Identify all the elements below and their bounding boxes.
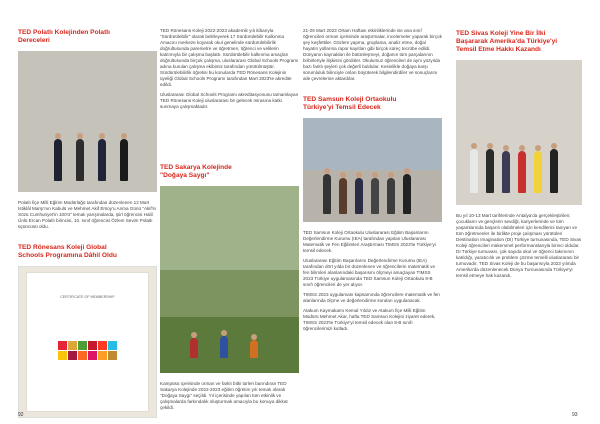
heading-sakarya: TED Sakarya Kolejinde "Doğaya Saygı" bbox=[160, 164, 232, 179]
heading-polatli: TED Polatlı Kolejinden Polatlı Dereceleri bbox=[18, 29, 110, 44]
text-samsun-4: Atakum Kaymakamı Kemal Yıldız ve Atakum İlçe Milli Eğitim Müdürü Mehmet Akar, hafta TED Samsun Kolejini ziyaret ederek, TIMSS 2023'te Türkiye'yi temsil edecek olan 8-B sınıfı öğrencilerimizi kutladı. bbox=[303, 308, 436, 331]
photo-sakarya-forest bbox=[160, 186, 299, 373]
photo-samsun-students bbox=[303, 118, 442, 222]
certificate-title: CERTIFICATE OF MEMBERSHIP bbox=[60, 295, 115, 299]
column-c bbox=[303, 0, 442, 336]
column-a bbox=[18, 0, 157, 418]
heading-ronesans: TED Rönesans Koleji Global Schools Programına Dâhil Oldu bbox=[18, 244, 117, 259]
text-ronesans-1: TED Rönesans Koleji 2022-2023 akademik yılı itibarıyla "Sürdürülebilir" olarak belirleyerek 17 Sürdürülebilir Kalkınma Amacını merkeze koyarak okul genelinde sürdürülebilirlik doğrultusunda paremetre ve öğretmen, öğrenci ve velilerin katılımıyla bir çalışma başlattı. Sürdürülebilir kalkınma amaçları doğrultusunda birçok çalışma, uluslararası Global Schools Programı adına kurulan çalışma ekibimiz tarafından yürütülmüştür. Sürdürülebilirlik öğretisi bu konularda TED Rönesans Kolejinin üyeliği Global Schools Programı tarafından Mart 2023'te akredite edildi. bbox=[160, 28, 299, 87]
text-ronesans-2: Uluslararası Global Schools Programı akreditasyonunu tamamlayan TED Rönesans Koleji uluslararası bir gelecek mirasına katkı sunmaya çalışmaktadır. bbox=[160, 92, 299, 109]
heading-sivas: TED Sivas Koleji Yine Bir İlki Başararak Amerika'da Türkiye'yi Temsil Etme Hakkı Kazandı bbox=[456, 30, 558, 53]
text-polatli: Polatlı İlçe Milli Eğitim Müdürlüğü tarafından düzenlenen 12 Mart İstiklâl Marşı'nın Kabulü ve Mehmet Akif Ersoy'u Anma Günü "Akif'in Sözü Cumhuriyet'in 100'ü" temalı yarışmalarda, şiirl öğrencisi Halil Ünlü Ercan Polatlı birincisi, 10. sınıf öğrencisi Özlem Sevim Polatlı üçüncüsü oldu. bbox=[18, 200, 157, 229]
text-samsun-2: Uluslararası Eğitim Başarılarını Değerlendirme Kurumu (IEA) tarafından dört yılda bir düzenlenen ve öğrencilerin matematik ve fen bilimleri alanlarındaki başarısını ölçmeyi amaçlayan TIMSS 2023 Türkiye uygulamasında TED Samsun Koleji Ortaokulu 8-B sınıfı öğrencileri de yer alıyor. bbox=[303, 258, 436, 287]
text-samsun-3: TIMSS 2023 uygulaması kapsamında öğrencilere matematik ve fen alanlarında ölçme ve değerlendirme soruları uygulanacak. bbox=[303, 292, 440, 303]
text-sakarya: Kampüsü içerisinde orman ve farklı bitki türleri barındıran TED Sakarya Kolejinde 2022-2023 eğitim öğretim yılı temalı olarak "Doğaya Saygı" seçildi. Yıl içerisinde yapılan tüm etkinlik ve çalışmalarda farkındalık oluşturmak amacıyla bu konuya dikkat çekildi. bbox=[160, 381, 288, 410]
column-b bbox=[160, 0, 299, 415]
photo-polatli-students bbox=[18, 51, 157, 192]
page-number-left: 92 bbox=[18, 412, 24, 418]
text-sakarya-cont: 21-26 Mart 2023 Ortam Haftası etkinliklerinde ise ana sınıf öğrencileri orman içerisinde araştırmalar, incelemeler yaparak birçok şey keşfettiler. Gözlem yapma, gruplama, analiz etme, doğal hayatın yollarına rapor kayıtları gibi birçok süreç tecrübe edildi. Dünyanın kaynakları ile bütünleşmeyi, doğanın tüm parçalarının birbirleriyle ilişkisini gördüler. Okulumuz öğrencileri de aynı yüzyılda bazı farklı şeyleri çok değerli buldular. Kesinlikle doğaya karşı sorumluluk bilinciyle onları büyüterek bilgilendirdiler ve sonuçlarını aile çevrelerine aktardılar. bbox=[303, 28, 442, 81]
photo-sivas-team bbox=[456, 60, 582, 205]
text-sivas: Bu yıl 10-13 Mart tarihlerinde Antalya'da gerçekleştirilen; çocukların ve gençlerin sevdiği, kariyerlerinde ve tüm yaşamlarında başarılı olabilmeleri için kendilerini tanıyan ve tüm öğretmenler ile birlikte proje çalışması yürütülen Destination Imagination (DI) Türkiye turnuvasında, TED Sivas Koleji öğrencileri mükemmel performanslarıyla birinci oldular. DI Türkiye turnuvası, çok sayıda okul ve öğrenci takımının katıldığı, yaratıcılık ve problem çözme temelli uluslararası bir turnuvadır. TED Sivas Koleji de bu başarısıyla 2023 yılında Amerika'da düzenlenecek Dünya Turnuvasında Türkiye'yi temsil etmeye hak kazandı. bbox=[456, 213, 582, 278]
heading-samsun: TED Samsun Koleji Ortaokulu Türkiye'yi Temsil Edecek bbox=[303, 96, 397, 111]
text-samsun-1: TED Samsun Koleji Ortaokulu Uluslararası Eğitim Başarılarını Değerlendirme Kurumu (IEA) tarafından yapılan Uluslararası Matematik ve Fen Eğilimleri Araştırması TIMSS 2023'te Türkiye'yi temsil edecek. bbox=[303, 230, 436, 253]
column-d bbox=[456, 0, 582, 283]
certificate-image bbox=[18, 266, 157, 418]
page-number-right: 93 bbox=[572, 412, 578, 418]
